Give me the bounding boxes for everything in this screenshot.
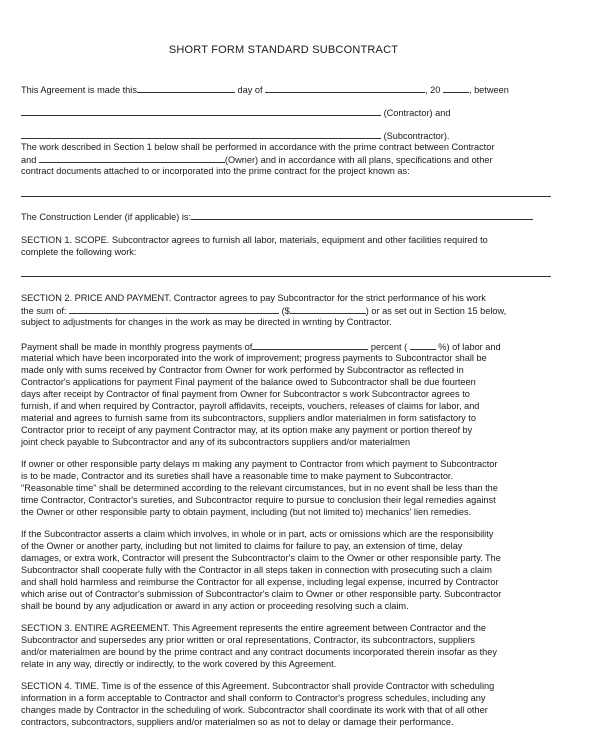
sum-of-label: the sum of:: [21, 306, 67, 316]
section15-label: ) or as set out in Section 15 below,: [365, 306, 507, 316]
and-label: and: [21, 155, 37, 165]
section4-line-2: information in a form acceptable to Contractor and shall conform to Contractor's progress schedules, including any: [21, 693, 486, 703]
claim-line-2: of the Owner or another party, including but not limited to claims for failure to pay, an extension of time, delay: [21, 541, 463, 551]
owner-name-blank[interactable]: [39, 153, 225, 163]
sum-words-blank[interactable]: [69, 304, 279, 314]
progress-payment-blank[interactable]: [252, 340, 368, 350]
intro-line-1: The work described in Section 1 below shall be performed in accordance with the prime contract between Contractor: [21, 142, 495, 152]
dollar-open-label: ($: [281, 306, 290, 316]
year-prefix-label: , 20: [425, 85, 441, 95]
year-blank[interactable]: [443, 83, 469, 93]
percent-label: percent (: [370, 342, 408, 352]
section4-line-1: SECTION 4. TIME. Time is of the essence of this Agreement. Subcontractor shall provide Contractor with scheduling: [21, 681, 495, 691]
claim-line-3: damages, or extra work, Contractor will present the Subcontractor's claim to the Owner or other responsible party. The: [21, 553, 501, 563]
payment-line-7: material and agrees to furnish same from its subcontractors, suppliers andlor materialmen in form satisfactory to: [21, 413, 476, 423]
agreement-date-line: [21, 83, 509, 96]
contractor-label: (Contractor) and: [383, 108, 451, 118]
payment-line-9: joint check payable to Subcontractor and any of its subcontractors suppliers and/or materialmen: [21, 437, 411, 447]
section2-line-3: subject to adjustments for changes in the work as may be directed in wrnting by Contractor.: [21, 317, 392, 327]
claim-line-7: shall be bound by any adjudication or award in any action or proceeding resolving such a claim.: [21, 601, 409, 611]
between-label: , between: [468, 85, 509, 95]
payment-line-3: made only with sums received by Contractor from Owner for work performed by Subcontractor as reflected in: [21, 365, 464, 375]
section4-line-3: changes made by Contractor in the scheduling of work. Subcontractor shall coordinate its work with that of all other: [21, 705, 488, 715]
section3-line-1: SECTION 3. ENTIRE AGREEMENT. This Agreement represents the entire agreement between Contractor and the: [21, 623, 487, 633]
contractor-line: [21, 106, 450, 119]
claim-line-4: Subcontractor shall cooperate fully with the Contractor in all steps taken in connection with prosecuting such a claim: [21, 565, 492, 575]
day-blank[interactable]: [137, 83, 235, 93]
intro-line-3: contract documents attached to or incorporated into the prime contract for the project known as:: [21, 166, 410, 176]
claim-line-5: and shall hold harmless and reimburse the Contractor for all expense, including legal expense, incurred by Contractor: [21, 577, 499, 587]
section2-line-1: SECTION 2. PRICE AND PAYMENT. Contractor agrees to pay Subcontractor for the strict performance of his work: [21, 293, 486, 303]
owner-delay-line-5: the Owner or other responsible party to obtain payment, including (but not limited to) mechanics' lien remedies.: [21, 507, 472, 517]
section1-line-2: complete the following work:: [21, 247, 137, 257]
sum-amount-blank[interactable]: [290, 304, 366, 314]
claim-line-6: which arise out of Contractor's submission of Subcontractor's claim to Owner or other responsible party. Subcontractor: [21, 589, 502, 599]
section3-line-3: and/or materialmen are bound by the prime contract and any contract documents incorporated therein insofar as they: [21, 647, 497, 657]
owner-delay-line-2: is to be made, Contractor and its sureties shall have a reasonable time to make payment to Subcontractor.: [21, 471, 454, 481]
claim-line-1: If the Subcontractor asserts a claim which involves, in whole or in part, acts or omissions which are the responsibility: [21, 529, 494, 539]
section1-line-1: SECTION 1. SCOPE. Subcontractor agrees to furnish all labor, materials, equipment and other facilities required to: [21, 235, 488, 245]
owner-delay-line-3: "Reasonable time" shall be determined according to the relevant circumstances, but in no event shall be less than the: [21, 483, 498, 493]
day-of-label: day of: [237, 85, 263, 95]
subcontractor-name-blank[interactable]: [21, 129, 381, 139]
owner-delay-line-4: time Contractor, Contractor's sureties, and Subcontractor require to pursue to conclusion their legal remedies against: [21, 495, 496, 505]
percent-blank[interactable]: [410, 340, 436, 350]
labor-label: %) of labor and: [438, 342, 501, 352]
payment-label: Payment shall be made in monthly progress payments of: [21, 342, 253, 352]
payment-line-5: days after receipt by Contractor of final payment from Owner for Subcontractor s work Subcontractor agrees to: [21, 389, 470, 399]
construction-lender-blank[interactable]: [191, 210, 533, 220]
subcontractor-label: (Subcontractor).: [383, 131, 450, 141]
owner-label: (Owner) and in accordance with all plans, specifications and other: [224, 155, 493, 165]
section4-line-4: contractors, subcontractors, suppliers and/or materialmen so as not to delay or damage their performance.: [21, 717, 454, 727]
owner-delay-line-1: If owner or other responsible party delays m making any payment to Contractor from which payment to Subcontractor: [21, 459, 498, 469]
payment-line-8: Contractor prior to receipt of any payment Contractor may, at its option make any payment or portion thereof by: [21, 425, 473, 435]
agreement-made-label: This Agreement is made this: [21, 85, 137, 95]
section3-line-4: relate in any way, directly or indirectly, to the work covered by this Agreement.: [21, 659, 337, 669]
contractor-name-blank[interactable]: [21, 106, 381, 116]
payment-line-4: Contractor's applications for payment Final payment of the balance owed to Subcontractor shall be due fourteen: [21, 377, 476, 387]
project-name-blank[interactable]: [21, 196, 551, 197]
payment-line-2: material which have been incorporated into the work of improvement; progress payments to Subcontractor shall be: [21, 353, 487, 363]
construction-lender-line: [21, 210, 533, 223]
construction-lender-label: The Construction Lender (if applicable) is:: [21, 212, 192, 222]
section3-line-2: Subcontractor and supersedes any prior written or oral representations, Contractor, its subcontractors, suppliers: [21, 635, 475, 645]
payment-line-6: furnish, if and when required by Contractor, payroll affidavits, receipts, vouchers, releases of claims for labor, and: [21, 401, 480, 411]
scope-of-work-blank[interactable]: [21, 276, 551, 277]
document-title: SHORT FORM STANDARD SUBCONTRACT: [168, 44, 399, 56]
month-blank[interactable]: [265, 83, 425, 93]
